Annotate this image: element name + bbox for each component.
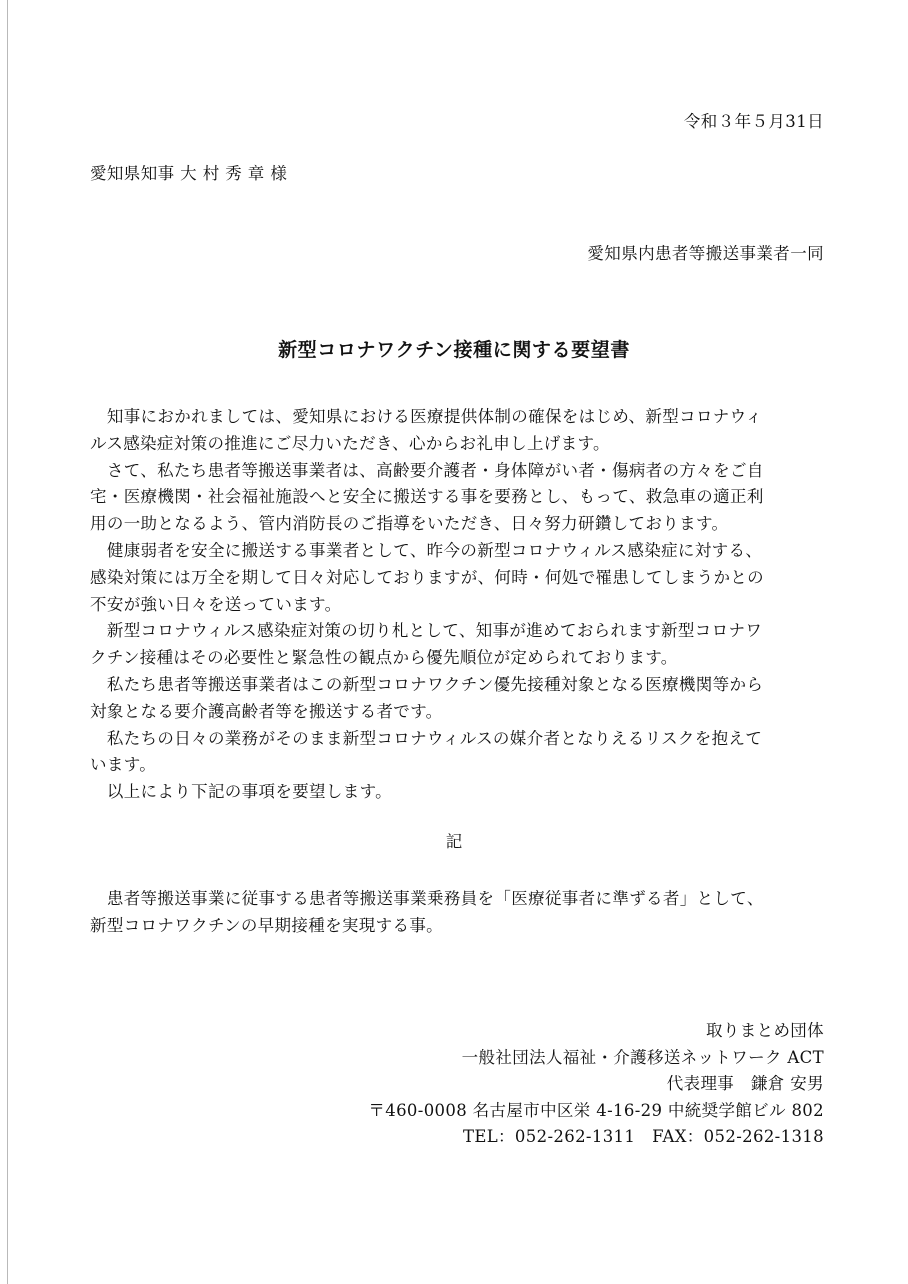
body-line: 対象となる要介護高齢者等を搬送する者です。 bbox=[90, 701, 443, 721]
request-line: 新型コロナワクチンの早期接種を実現する事。 bbox=[90, 916, 444, 935]
body-line: クチン接種はその必要性と緊急性の観点から優先順位が定められております。 bbox=[90, 648, 678, 668]
sender: 愛知県内患者等搬送事業者一同 bbox=[587, 244, 824, 263]
organization-representative: 代表理事 鎌倉 安男 bbox=[666, 1074, 824, 1094]
page-edge-divider bbox=[7, 0, 8, 1284]
body-line: 私たちの日々の業務がそのまま新型コロナウィルスの媒介者となりえるリスクを抱えて bbox=[90, 728, 763, 748]
body-line: 不安が強い日々を送っています。 bbox=[90, 594, 342, 614]
body-line: ルス感染症対策の推進にご尽力いただき、心からお礼申し上げます。 bbox=[90, 433, 610, 453]
body-line: 以上により下記の事項を要望します。 bbox=[90, 782, 392, 802]
body-line: さて、私たち患者等搬送事業者は、高齢要介護者・身体障がい者・傷病者の方々をご自 bbox=[90, 460, 764, 480]
organization-role: 取りまとめ団体 bbox=[706, 1021, 824, 1040]
body-line: 感染対策には万全を期して日々対応しておりますが、何時・何処で罹患してしまうかとの bbox=[90, 567, 764, 587]
body-line: います。 bbox=[90, 755, 157, 775]
organization-name: 一般社団法人福祉・介護移送ネットワーク ACT bbox=[461, 1047, 824, 1067]
body-line: 新型コロナウィルス感染症対策の切り札として、知事が進めておられます新型コロナワ bbox=[90, 621, 763, 641]
document-title: 新型コロナワクチン接種に関する要望書 bbox=[278, 339, 630, 361]
organization-contact: TEL：052-262-1311 FAX：052-262-1318 bbox=[463, 1127, 824, 1147]
letter-body bbox=[90, 404, 830, 806]
body-line: 健康弱者を安全に搬送する事業者として、昨今の新型コロナウィルス感染症に対する、 bbox=[90, 540, 763, 560]
body-line: 知事におかれましては、愛知県における医療提供体制の確保をはじめ、新型コロナウィ bbox=[90, 407, 763, 426]
organization-address: 〒460-0008 名古屋市中区栄 4-16-29 中統奨学館ビル 802 bbox=[368, 1100, 824, 1120]
request-line: 患者等搬送事業に従事する患者等搬送事業乗務員を「医療従事者に準ずる者」として、 bbox=[90, 889, 764, 908]
document-date: 令和３年５月31日 bbox=[683, 112, 824, 131]
body-line: 宅・医療機関・社会福祉施設へと安全に搬送する事を要務とし、もって、救急車の適正利 bbox=[90, 487, 764, 507]
body-line: 私たち患者等搬送事業者はこの新型コロナワクチン優先接種対象となる医療機関等から bbox=[90, 674, 764, 694]
ki-heading: 記 bbox=[445, 832, 463, 851]
organization-signature bbox=[368, 1018, 824, 1151]
request-item bbox=[90, 885, 830, 939]
addressee: 愛知県知事 大 村 秀 章 様 bbox=[90, 164, 288, 183]
body-line: 用の一助となるよう、管内消防長のご指導をいただき、日々努力研鑽しております。 bbox=[90, 514, 729, 534]
